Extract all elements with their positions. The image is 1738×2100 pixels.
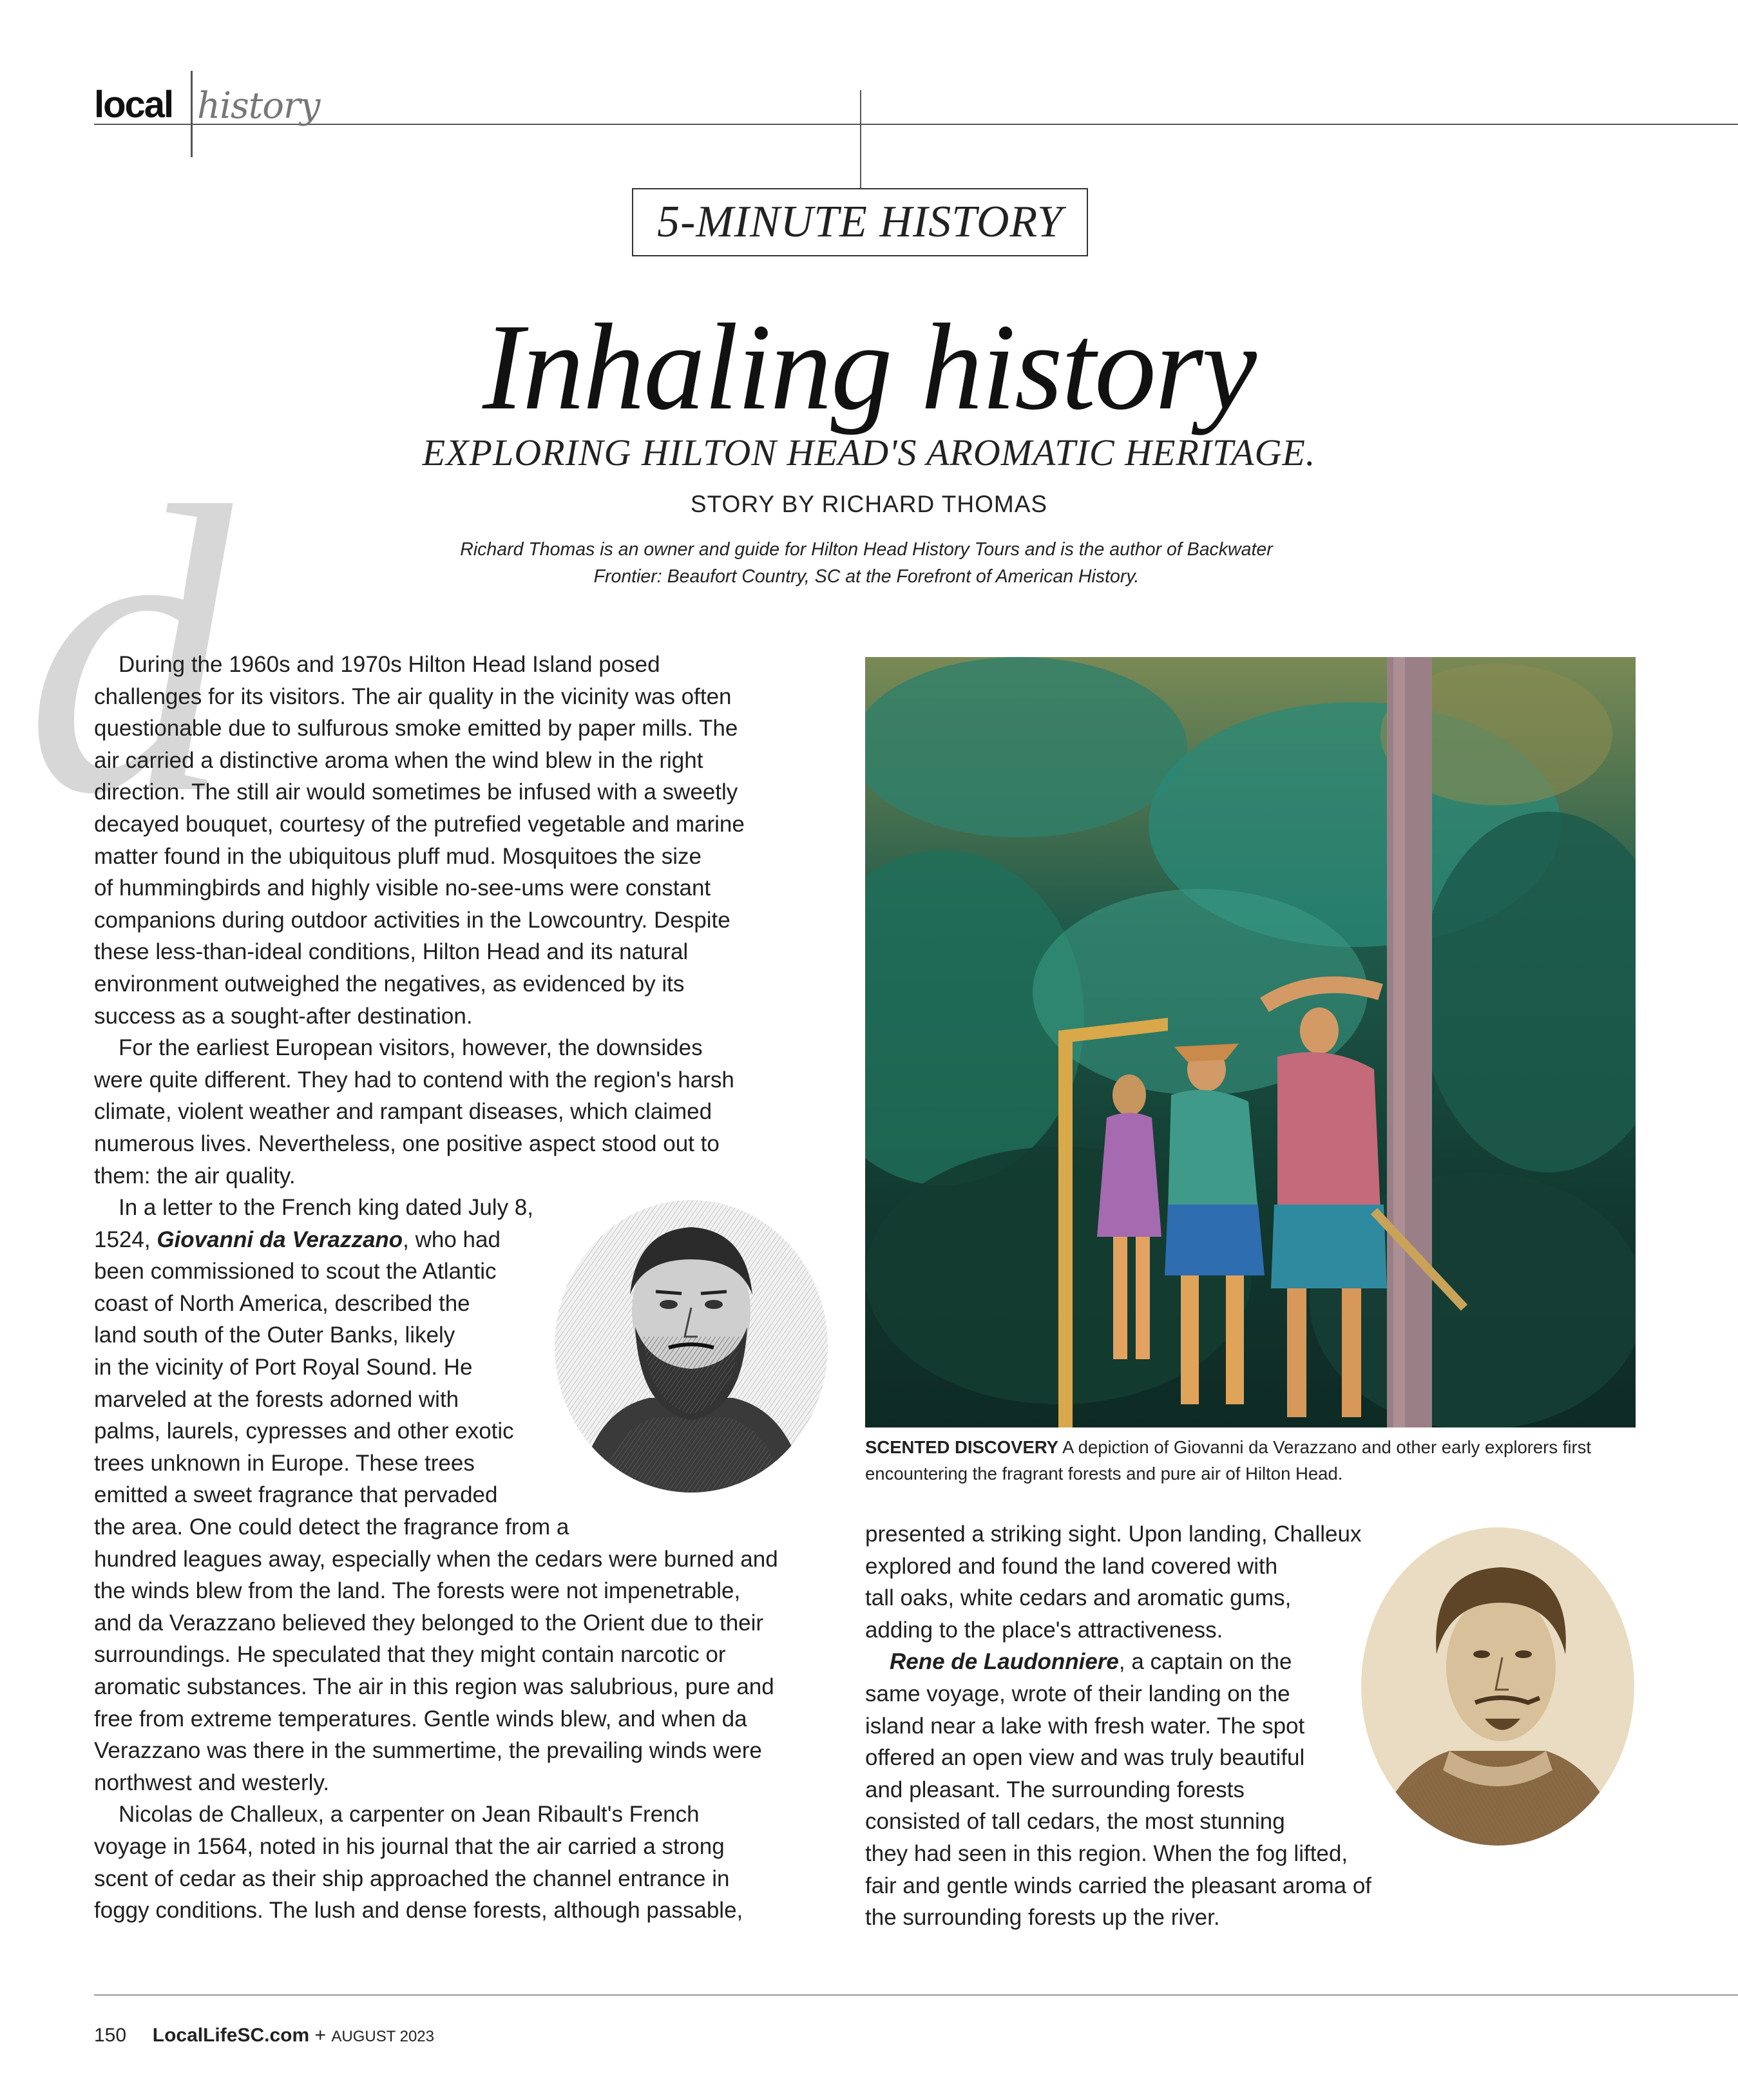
body-line: consisted of tall cedars, the most stunning [865,1809,1285,1835]
page-number: 150 [94,2025,127,2046]
person-name: Rene de Laudonniere [890,1649,1119,1675]
body-line: tall oaks, white cedars and aromatic gums, [865,1585,1292,1611]
center-vertical-rule [860,90,861,188]
body-text: , a captain on the [1118,1649,1292,1675]
person-name: Giovanni da Verazzano [157,1227,403,1252]
caption-text: A depiction of Giovanni da Verazzano and other early explorers first [1058,1437,1592,1457]
body-line: questionable due to sulfurous smoke emitted by paper mills. The [94,716,738,741]
deck: EXPLORING HILTON HEAD'S AROMATIC HERITAGE. [422,432,1316,473]
photo-caption [865,1434,1651,1487]
body-line: fair and gentle winds carried the pleasant aroma of [865,1873,1372,1898]
page-footer [94,2023,434,2050]
body-line: success as a sought-after destination. [94,1003,473,1029]
body-line: and da Verazzano believed they belonged to the Orient due to their [94,1610,764,1636]
body-line: direction. The still air would sometimes be infused with a sweetly [94,779,738,805]
body-line: voyage in 1564, noted in his journal that the air carried a strong [94,1833,725,1859]
body-line: trees unknown in Europe. These trees [94,1450,475,1476]
headline: Inhaling history [482,298,1256,435]
body-line: matter found in the ubiquitous pluff mud. Mosquitoes the size [94,843,702,869]
body-line: marveled at the forests adorned with [94,1386,459,1412]
author-bio [412,536,1321,590]
body-line: land south of the Outer Banks, likely [94,1322,455,1348]
body-line: free from extreme temperatures. Gentle winds blew, and when da [94,1706,747,1732]
body-line: coast of North America, described the [94,1290,470,1316]
body-line: For the earliest European visitors, however, the downsides [119,1035,703,1061]
body-line: emitted a sweet fragrance that pervaded [94,1482,498,1508]
explorers-photo [865,657,1636,1427]
body-line: decayed bouquet, courtesy of the putrefied vegetable and marine [94,811,745,837]
body-line: scent of cedar as their ship approached the channel entrance in [94,1866,730,1891]
body-line: challenges for its visitors. The air quality in the vicinity was often [94,683,732,709]
body-line: adding to the place's attractiveness. [865,1617,1223,1643]
body-line: palms, laurels, cypresses and other exotic [94,1418,514,1444]
body-line: they had seen in this region. When the fog lifted, [865,1840,1348,1866]
body-line: climate, violent weather and rampant diseases, which claimed [94,1099,712,1125]
section-divider [191,71,193,157]
body-line: them: the air quality. [94,1163,296,1188]
body-line: island near a lake with fresh water. The spot [865,1713,1305,1739]
body-line: numerous lives. Nevertheless, one positive aspect stood out to [94,1131,720,1156]
body-line: offered an open view and was truly beautiful [865,1745,1305,1771]
verazzano-portrait [553,1198,830,1494]
issue-date: AUGUST 2023 [331,2028,434,2045]
byline: STORY BY RICHARD THOMAS [690,491,1048,517]
caption-label: SCENTED DISCOVERY [865,1437,1059,1457]
body-line: air carried a distinctive aroma when the wind blew in the right [94,747,703,773]
body-line: and pleasant. The surrounding forests [865,1777,1245,1802]
body-line: northwest and westerly. [94,1770,330,1795]
section-sublabel: history [197,85,320,127]
body-line: in the vicinity of Port Royal Sound. He [94,1355,473,1380]
body-line: In a letter to the French king dated July 8, [119,1195,533,1221]
body-text: , who had [403,1227,501,1252]
kicker: 5-MINUTE HISTORY [657,197,1063,247]
footer-separator: + [314,2025,327,2046]
body-line: were quite different. They had to contend with the region's harsh [94,1067,734,1093]
top-rule [94,124,1738,125]
body-line: these less-than-ideal conditions, Hilton Head and its natural [94,939,689,965]
kicker-box [632,188,1088,256]
body-line: the area. One could detect the fragrance from a [94,1514,569,1540]
body-text: 1524, [94,1227,157,1252]
drop-cap: d [26,423,232,879]
section-label: local [94,84,173,126]
body-line: During the 1960s and 1970s Hilton Head Island posed [119,652,660,677]
body-line: Verazzano was there in the summertime, the prevailing winds were [94,1738,762,1764]
body-line: same voyage, wrote of their landing on the [865,1681,1290,1706]
caption-line [865,1434,1651,1460]
footer-rule [94,1994,1738,1996]
body-line: companions during outdoor activities in the Lowcountry. Despite [94,907,731,933]
body-line: Nicolas de Challeux, a carpenter on Jean Ribault's French [119,1802,700,1828]
author-bio-line: Richard Thomas is an owner and guide for Hilton Head History Tours and is the author of Backwater [460,539,1273,560]
body-line: the winds blew from the land. The forests were not impenetrable, [94,1578,741,1604]
body-line: the surrounding forests up the river. [865,1905,1220,1931]
body-line: environment outweighed the negatives, as evidenced by its [94,971,685,997]
body-line: hundred leagues away, especially when the cedars were burned and [94,1546,778,1572]
author-bio-line: Frontier: Beaufort Country, SC at the Forefront of American History. [593,566,1140,587]
body-line: of hummingbirds and highly visible no-see-ums were constant [94,875,711,901]
body-line: aromatic substances. The air in this region was salubrious, pure and [94,1674,774,1699]
body-line: foggy conditions. The lush and dense forests, although passable, [94,1898,743,1923]
body-line [865,1646,1371,1678]
laudonniere-portrait [1359,1525,1636,1847]
body-line: explored and found the land covered with [865,1553,1278,1579]
body-line: been commissioned to scout the Atlantic [94,1259,497,1284]
caption-line: encountering the fragrant forests and pure air of Hilton Head. [865,1464,1343,1484]
body-line: presented a striking sight. Upon landing, Challeux [865,1522,1362,1547]
right-column [865,1518,1371,1934]
site-name: LocalLifeSC.com [152,2025,310,2046]
body-line: surroundings. He speculated that they might contain narcotic or [94,1642,726,1668]
